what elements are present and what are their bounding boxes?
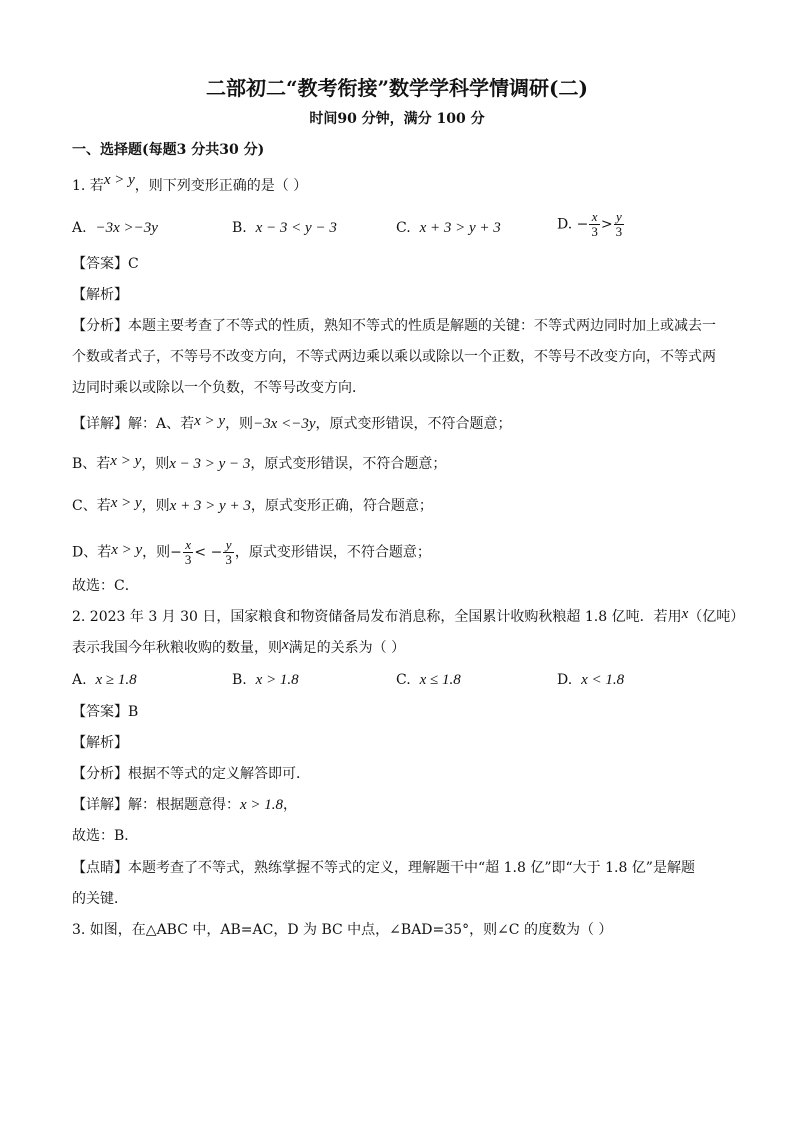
fraction: $\frac{y}{3}$	[225, 537, 232, 567]
q2-option-b: B. x > 1.8	[232, 672, 299, 688]
option-label: C.	[396, 220, 411, 236]
q1-detail-c: C、若x > y，则x + 3 > y + 3，原式变形正确，符合题意；	[72, 495, 433, 514]
fraction: $\frac{x}{3}$	[184, 537, 192, 567]
q1-detail-b: B、若x > y，则x − 3 > y − 3，原式变形错误，不符合题意；	[72, 453, 447, 472]
section-heading: 一、选择题(每题3 分共30 分)	[72, 142, 265, 158]
q1-fenxi-line-1: 【分析】本题主要考查了不等式的性质，熟知不等式的性质是解题的关键：不等式两边同时加上或减去一	[72, 318, 716, 334]
q1-option-a	[72, 218, 158, 238]
question-1-stem	[72, 172, 308, 196]
q1-fenxi-line-2: 个数或者式子，不等号不改变方向，不等式两边乘以乘以或除以一个正数，不等号不改变方向，不等式两	[72, 349, 716, 365]
q1-analysis-tag: 【解析】	[72, 287, 128, 303]
q2-option-a: A. x ≥ 1.8	[72, 672, 137, 688]
option-math: −3x >−3y	[95, 220, 158, 236]
q1-stem-pre: 1. 若	[72, 178, 104, 194]
q2-fenxi: 【分析】根据不等式的定义解答即可．	[72, 766, 310, 782]
option-math: x − 3 < y − 3	[255, 220, 337, 236]
q3-stem: 3. 如图，在△ABC 中，AB=AC，D 为 BC 中点，∠BAD=35°，则∠C 的度数为（ ）	[72, 922, 613, 938]
q1-fenxi-line-3: 边同时乘以或除以一个负数，不等号改变方向．	[72, 380, 366, 396]
q1-stem-math: x > y	[103, 172, 135, 188]
q2-analysis-tag: 【解析】	[72, 735, 128, 751]
q2-option-c: C. x ≤ 1.8	[396, 672, 461, 688]
q2-answer: 【答案】B	[72, 704, 139, 720]
q1-conclusion: 故选：C．	[72, 578, 139, 594]
q2-dianjing-line-1: 【点睛】本题考查了不等式，熟练掌握不等式的定义，理解题干中“超 1.8 亿”即“大于 1.8 亿”是解题	[72, 860, 695, 876]
page-subtitle: 时间90 分钟，满分 100 分	[309, 111, 485, 127]
q2-stem-line-1: 2. 2023 年 3 月 30 日，国家粮食和物资储备局发布消息称，全国累计收购秋粮超 1.8 亿吨．若用x（亿吨）	[72, 606, 745, 625]
option-op: >	[600, 216, 613, 233]
option-math: x + 3 > y + 3	[419, 220, 501, 236]
q1-detail-a: 【详解】解：A、若x > y，则−3x <−3y，原式变形错误，不符合题意；	[72, 413, 512, 432]
option-label: A.	[72, 220, 87, 236]
q1-option-b	[232, 218, 337, 238]
q2-stem-line-2: 表示我国今年秋粮收购的数量，则x满足的关系为（ ）	[72, 637, 406, 656]
q1-detail-d: D、若x > y，则− $\frac{x}{3}$ < − $\frac{y}{3}$ ，原式变形错误，不符合题意；	[72, 537, 431, 567]
fraction: $\frac{x}{3}$	[591, 209, 598, 239]
q2-option-d: D. x < 1.8	[557, 672, 625, 688]
q1-option-c	[396, 218, 501, 238]
q2-conclusion: 故选：B．	[72, 828, 139, 844]
fraction: $\frac{y}{3}$	[615, 209, 623, 239]
option-label: D.	[557, 216, 573, 233]
q2-detail: 【详解】解：根据题意得：x > 1.8，	[72, 797, 298, 813]
q1-option-d	[557, 210, 625, 239]
option-minus: −	[576, 216, 589, 233]
q1-answer: 【答案】C	[72, 256, 139, 272]
option-label: B.	[232, 220, 247, 236]
q1-stem-post: ，则下列变形正确的是（ ）	[134, 178, 308, 194]
q2-dianjing-line-2: 的关键．	[72, 891, 128, 907]
page-title: 二部初二“教考衔接”数学学科学情调研(二)	[206, 76, 588, 100]
